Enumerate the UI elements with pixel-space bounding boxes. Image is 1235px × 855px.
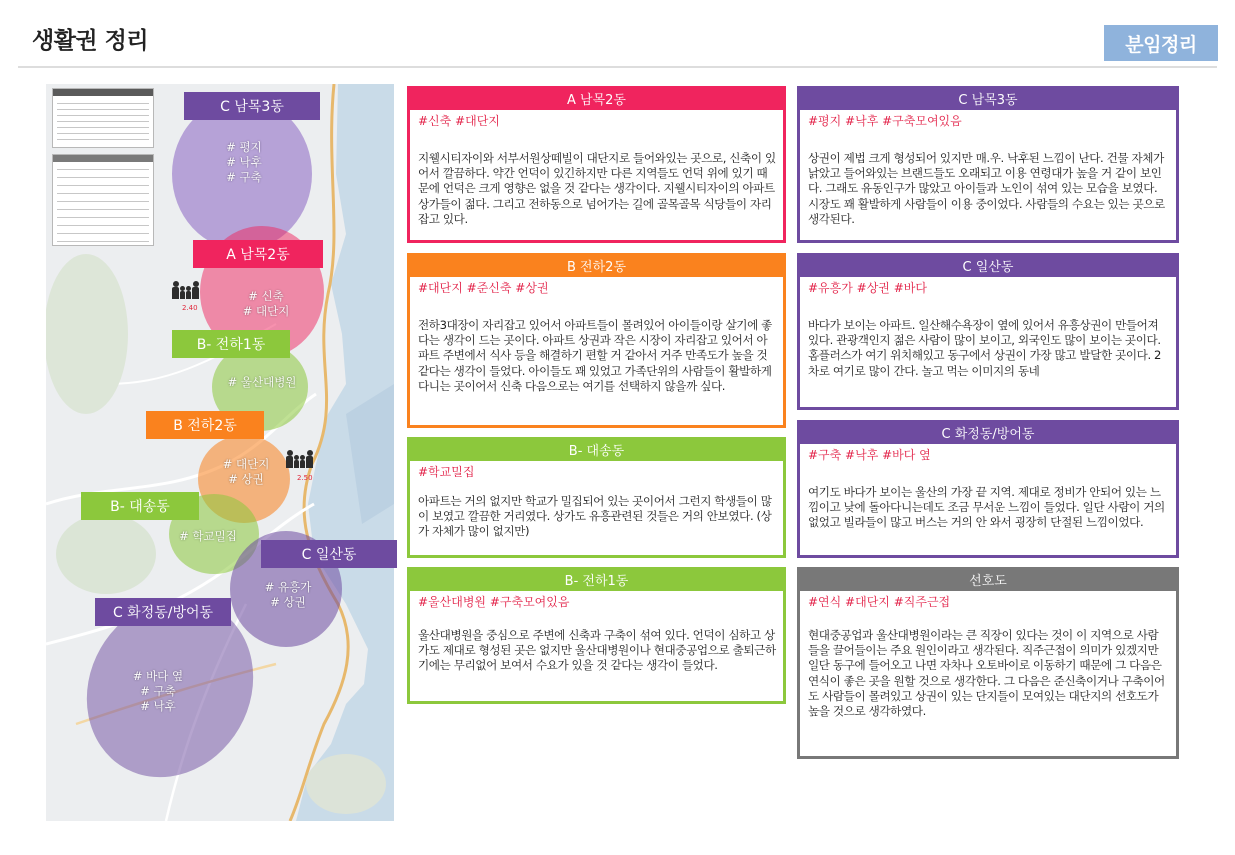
- card-body: 상권이 제법 크게 형성되어 있지만 매.우. 낙후된 느낌이 난다. 건물 자체가 낡았고 들어와있는 브랜드들도 오래되고 이용 연령대가 높을 거 같이 보인다. 그래도 유동인구가 많았고 아이들과 노인이 섞여 있는 모습을 보였다. 시장도 꽤 활발하게 사람들이 이용 중이었다. 사람들의 수요는 있는 곳으로 생각된다.: [808, 151, 1165, 226]
- page-title: 생활권 정리: [32, 28, 149, 54]
- map-value-label: 2.40: [182, 304, 198, 312]
- card-body: 여기도 바다가 보이는 울산의 가장 끝 지역. 제대로 정비가 안되어 있는 느낌이고 낮에 돌아다니는데도 조금 무서운 느낌이 들었다. 일단 사람이 거의 없었고 빌라들이 많고 버스는 거의 안 와서 굉장히 단절된 느낌이었다.: [808, 485, 1165, 530]
- zone-tag: # 대단지: [222, 457, 270, 471]
- map-value-label: 2.50: [297, 474, 313, 482]
- card-title: C 일산동: [797, 253, 1179, 277]
- card-title: B- 대송동: [407, 437, 786, 461]
- section-badge: 분임정리: [1104, 25, 1218, 61]
- zone-tags-hwajeong: [130, 669, 186, 714]
- card-body: 바다가 보이는 아파트. 일산해수욕장이 옆에 있어서 유흥상권이 만들어져있다. 관광객인지 젊은 사람이 많이 보이고, 외국인도 많이 보이는 곳이다. 홈플러스가 여기 위치해있고 동구에서 상권이 가장 많고 발달한 곳이다. 2차로 여기로 많이 간다. 놀고 먹는 이미지의 동네: [808, 318, 1162, 378]
- card-c-hwajeong: [797, 420, 1179, 558]
- card-body: 울산대병원을 중심으로 주변에 신축과 구축이 섞여 있다. 언덕이 심하고 상가도 제대로 형성된 곳은 없지만 울산대병원이나 현대중공업으로 출퇴근하기에는 무리없어 보여서 수요가 있을 것 같다는 생각이 들었다.: [418, 628, 776, 673]
- card-b-jeonha1: [407, 567, 786, 704]
- zone-tag: # 낙후: [140, 699, 176, 713]
- card-b-jeonha2: [407, 253, 786, 428]
- header-divider: [18, 66, 1217, 68]
- card-body: 현대중공업과 울산대병원이라는 큰 직장이 있다는 것이 이 지역으로 사람들을 끌어들이는 주요 원인이라고 생각된다. 직주근접이 의미가 있겠지만 일단 동구에 들어오고 나면 자차나 오토바이로 이동하기 때문에 그 다음은 연식이 좋은 곳을 원할 것으로 생각한다. 그 다음은 준신축이거나 구축이어도 사람들이 몰려있고 상권이 있는 단지들이 모여있는 대단지의 선호도가 높을 것으로 생각하였다.: [808, 628, 1165, 719]
- card-body: 아파트는 거의 없지만 학교가 밀집되어 있는 곳이어서 그런지 학생들이 많이 보였고 깔끔한 거리였다. 상가도 유흥관련된 것들은 거의 안보였다. (상가 자체가 많이 없지만): [418, 494, 772, 539]
- zone-tag: # 상권: [228, 472, 264, 486]
- table-thumbnail: [52, 88, 154, 148]
- card-title: C 화정동/방어동: [797, 420, 1179, 444]
- card-c-nammok3: [797, 86, 1179, 243]
- card-tags: #유흥가 #상권 #바다: [808, 281, 927, 295]
- zone-tag: # 울산대병원: [227, 375, 297, 389]
- card-preference: [797, 567, 1179, 759]
- family-icon: [172, 281, 199, 299]
- zone-tag: # 학교밀집: [179, 529, 237, 543]
- family-icon: [286, 450, 313, 468]
- zone-tags-daesong: [170, 529, 246, 544]
- card-tags: #학교밀집: [418, 465, 475, 479]
- map-label-a-nammok2: A 남목2동: [193, 240, 323, 268]
- zone-tag: # 대단지: [242, 304, 290, 318]
- card-tags: #구축 #낙후 #바다 옆: [808, 448, 931, 462]
- district-map: [46, 84, 394, 821]
- card-title: B 전하2동: [407, 253, 786, 277]
- zone-tag: # 낙후: [226, 155, 262, 169]
- zone-tags-nammok2: [236, 289, 296, 319]
- card-title: A 남목2동: [407, 86, 786, 110]
- map-label-c-hwajeong: C 화정동/방어동: [95, 598, 231, 626]
- card-tags: #신축 #대단지: [418, 114, 500, 128]
- card-tags: #울산대병원 #구축모여있음: [418, 595, 570, 609]
- zone-tags-jeonha1: [222, 375, 302, 390]
- card-a-nammok2: [407, 86, 786, 243]
- card-b-daesong: [407, 437, 786, 558]
- zone-tags-jeonha2: [216, 457, 276, 487]
- card-tags: #평지 #낙후 #구축모여있음: [808, 114, 962, 128]
- zone-tag: # 구축: [140, 684, 176, 698]
- card-title: C 남목3동: [797, 86, 1179, 110]
- zone-tags-ilsan: [260, 580, 316, 610]
- map-label-c-nammok3: C 남목3동: [184, 92, 320, 120]
- card-title: 선호도: [797, 567, 1179, 591]
- zone-tag: # 유흥가: [264, 580, 312, 594]
- card-tags: #대단지 #준신축 #상권: [418, 281, 549, 295]
- zone-tag: # 구축: [226, 170, 262, 184]
- map-label-b-jeonha1: B- 전하1동: [172, 330, 290, 358]
- card-body: 지웰시티자이와 서부서원상떼빌이 대단지로 들어와있는 곳으로, 신축이 있어서 깔끔하다. 약간 언덕이 있긴하지만 다른 지역들도 언덕 위에 있기 때문에 언덕은 크게 영향은 없을 것 같다는 생각이다. 지웰시티자이의 아파트 상가들이 젊다. 그리고 전하동으로 넘어가는 길에 골목골목 식당들이 자리잡고 있다.: [418, 151, 776, 226]
- card-title: B- 전하1동: [407, 567, 786, 591]
- map-label-b-daesong: B- 대송동: [81, 492, 199, 520]
- map-label-c-ilsan: C 일산동: [261, 540, 397, 568]
- map-label-b-jeonha2: B 전하2동: [146, 411, 264, 439]
- zone-tag: # 신축: [248, 289, 284, 303]
- zone-tag: # 상권: [270, 595, 306, 609]
- card-body: 전하3대장이 자리잡고 있어서 아파트들이 몰려있어 아이들이랑 살기에 좋다는 생각이 드는 곳이다. 아파트 상권과 작은 시장이 자리잡고 있어서 아파트 주변에서 식사 등을 해결하기 편할 거 같아서 거주 만족도가 높을 것 같다는 생각이 들었다. 아이들도 꽤 있었고 가족단위의 사람들이 활발하게 다니는 곳이어서 신축 다음으로는 여기를 선택하지 않을까 싶다.: [418, 318, 772, 393]
- zone-tag: # 평지: [226, 140, 262, 154]
- zone-tag: # 바다 옆: [132, 669, 184, 683]
- table-thumbnail: [52, 154, 154, 246]
- card-tags: #연식 #대단지 #직주근접: [808, 595, 951, 609]
- zone-tags-nammok3: [222, 140, 266, 185]
- card-c-ilsan: [797, 253, 1179, 410]
